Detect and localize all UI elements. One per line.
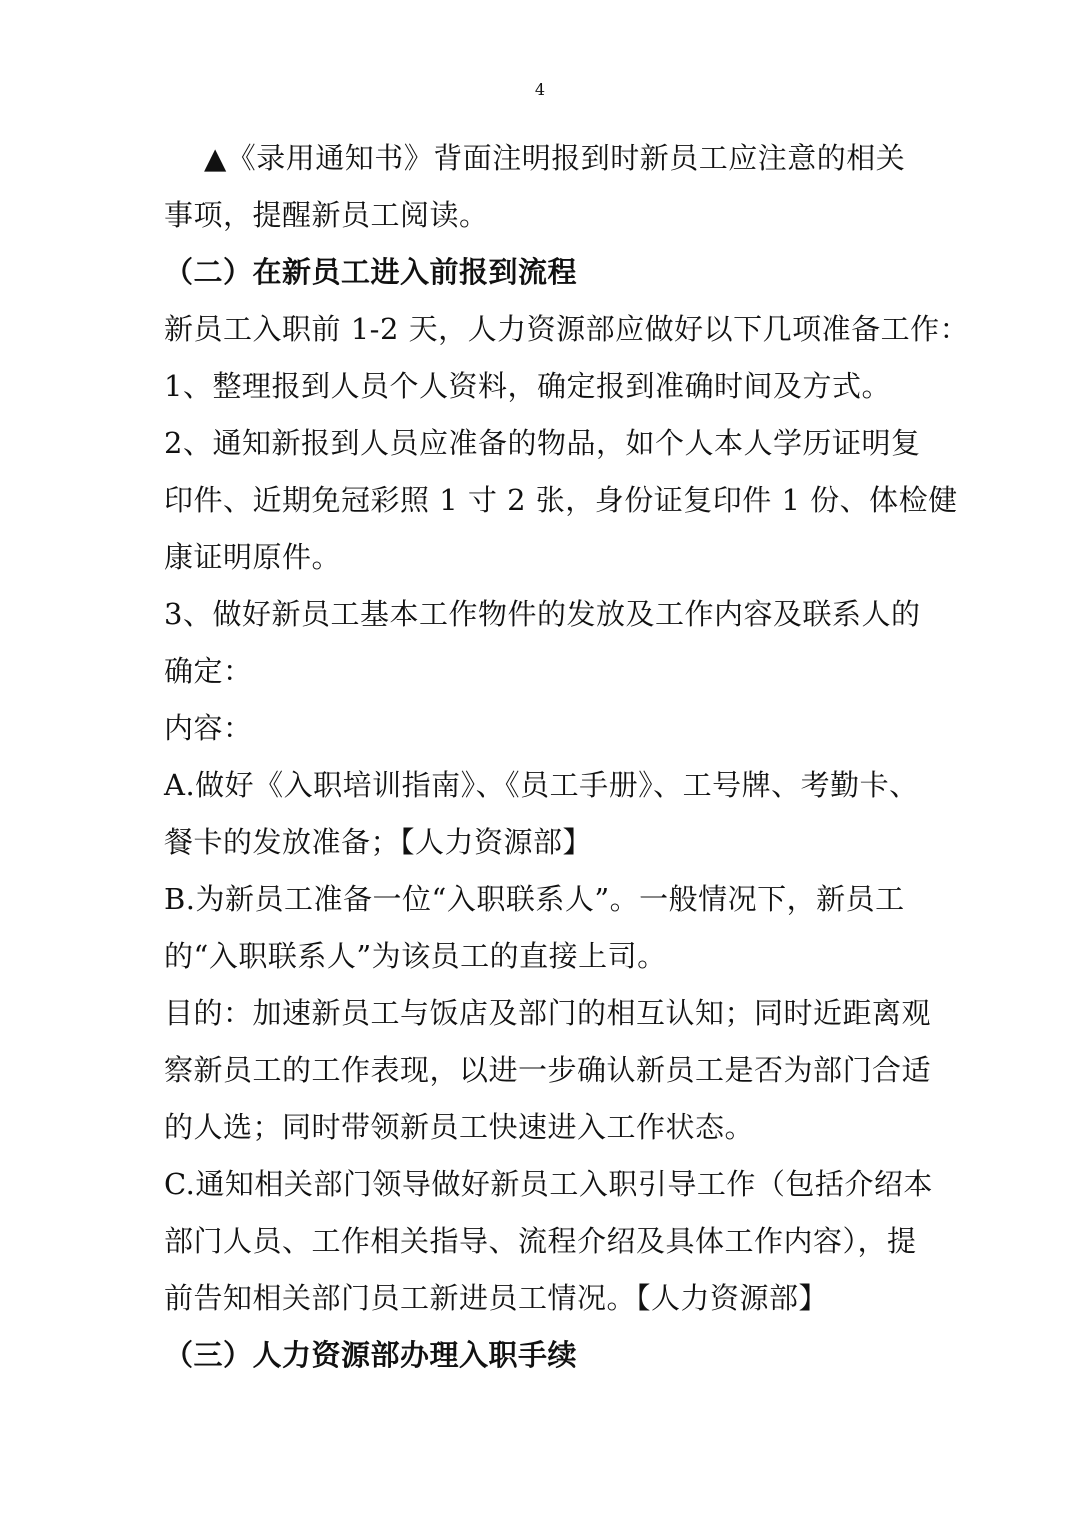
page-number: 4 [534,80,546,99]
list-item: A.做好《入职培训指南》、《员工手册》、工号牌、考勤卡、 [164,768,919,802]
paragraph-line: ▲《录用通知书》背面注明报到时新员工应注意的相关 [204,141,906,175]
paragraph-line: 印件、近期免冠彩照 1 寸 2 张，身份证复印件 1 份、体检健 [164,483,958,517]
list-item: 2、通知新报到人员应准备的物品，如个人本人学历证明复 [164,426,921,460]
paragraph-line: 前告知相关部门员工新进员工情况。【人力资源部】 [164,1281,829,1315]
paragraph-line: 部门人员、工作相关指导、流程介绍及具体工作内容），提 [164,1224,917,1258]
paragraph-line: 目的：加速新员工与饭店及部门的相互认知；同时近距离观 [164,996,932,1030]
document-body [164,130,970,1384]
section-heading: （二）在新员工进入前报到流程 [164,255,578,289]
paragraph-line: 事项，提醒新员工阅读。 [164,198,489,232]
paragraph-line: 察新员工的工作表现，以进一步确认新员工是否为部门合适 [164,1053,932,1087]
list-item: C.通知相关部门领导做好新员工入职引导工作（包括介绍本 [164,1167,933,1201]
list-item: B.为新员工准备一位“入职联系人”。一般情况下，新员工 [164,882,905,916]
paragraph-line: 餐卡的发放准备；【人力资源部】 [164,825,593,859]
list-item: 3、做好新员工基本工作物件的发放及工作内容及联系人的 [164,597,921,631]
list-item: 1、整理报到人员个人资料，确定报到准确时间及方式。 [164,369,891,403]
paragraph-line: 的“入职联系人”为该员工的直接上司。 [164,939,667,973]
paragraph-line: 的人选；同时带领新员工快速进入工作状态。 [164,1110,755,1144]
section-heading: （三）人力资源部办理入职手续 [164,1338,578,1372]
paragraph-line: 确定： [164,654,253,688]
paragraph-line: 康证明原件。 [164,540,342,574]
paragraph-line: 新员工入职前 1-2 天，人力资源部应做好以下几项准备工作： [164,312,970,346]
paragraph-line: 内容： [164,711,253,745]
